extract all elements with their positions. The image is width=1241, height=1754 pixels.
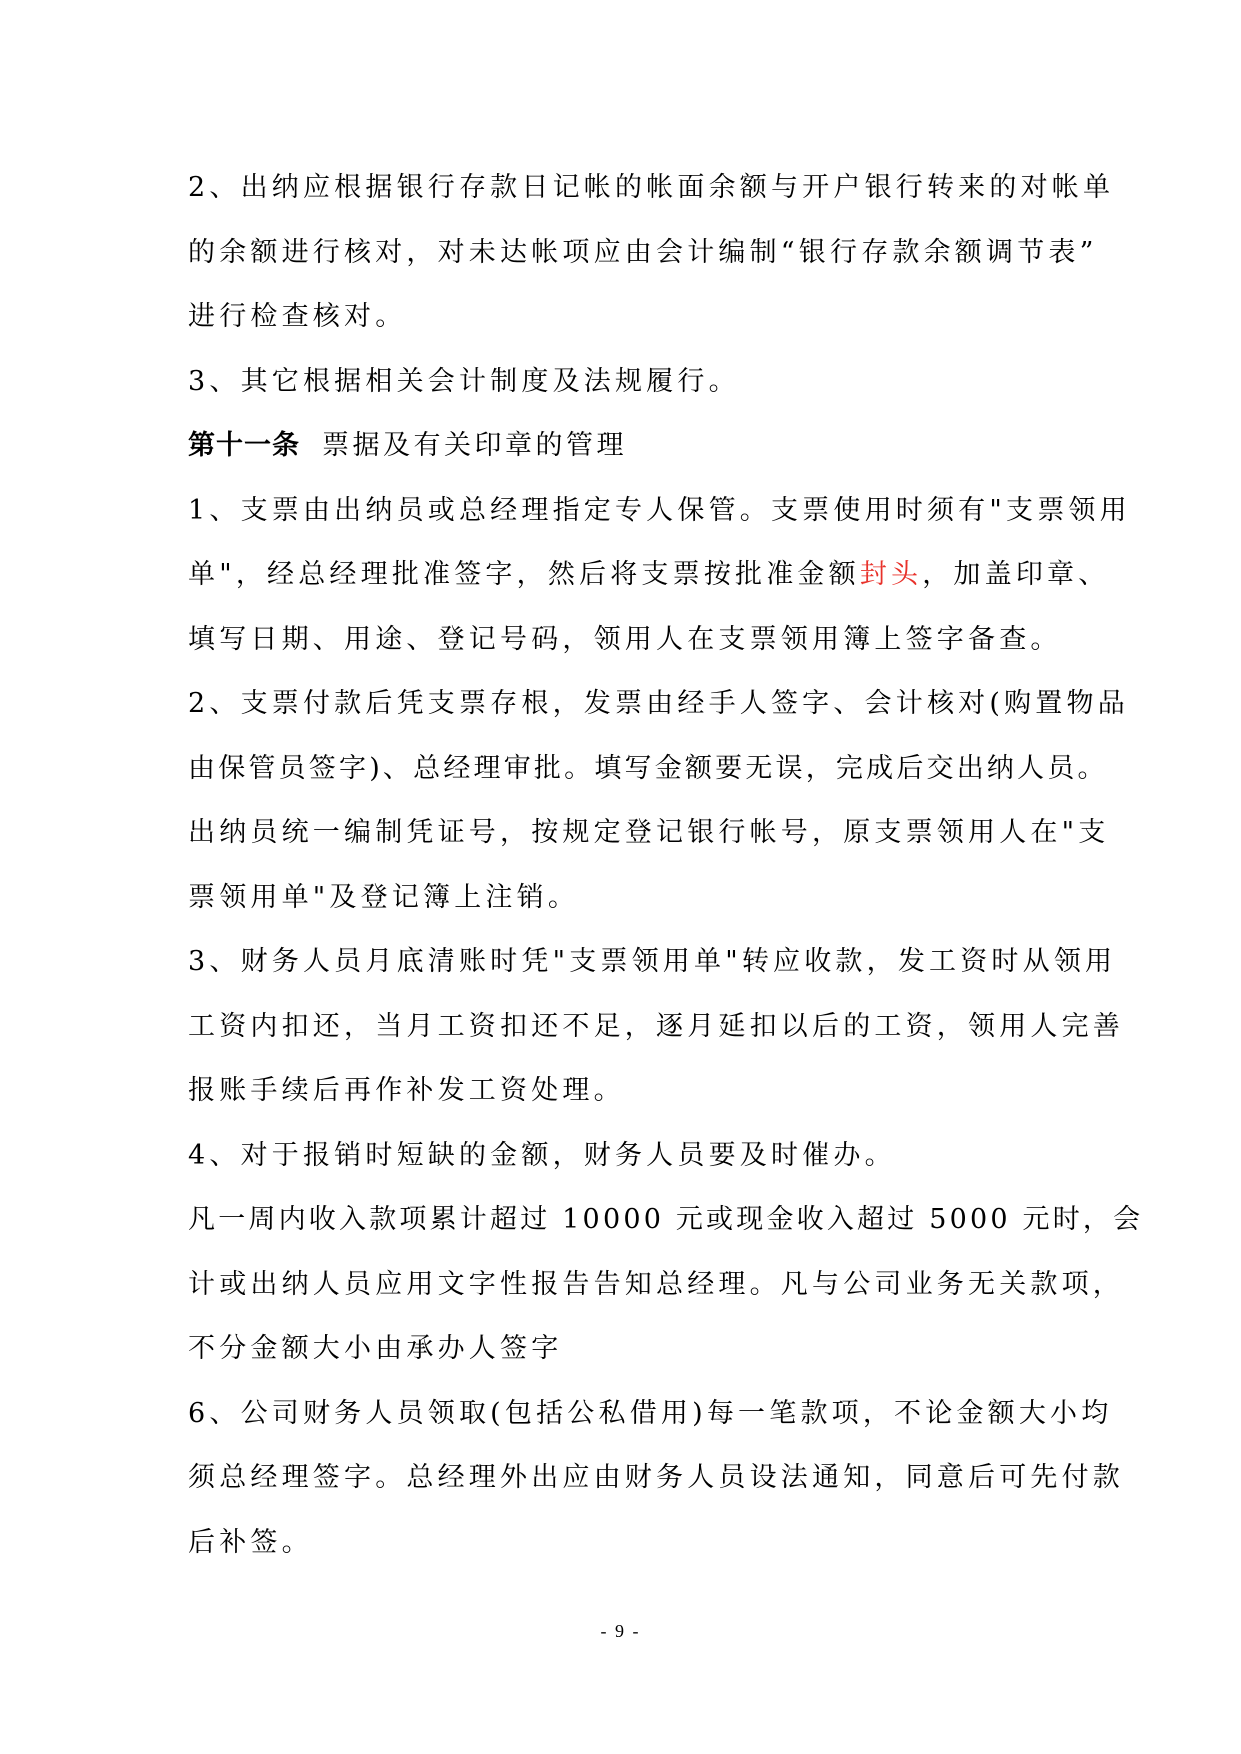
article-title: 票据及有关印章的管理 (322, 430, 627, 461)
paragraph-line: 不分金额大小由承办人签字 (188, 1333, 563, 1364)
line-segment: 单"，经总经理批准签字，然后将支票按批准金额 (188, 559, 860, 590)
paragraph-line: 2、出纳应根据银行存款日记帐的帐面余额与开户银行转来的对帐单 (188, 172, 1115, 203)
paragraph-line: 由保管员签字)、总经理审批。填写金额要无误，完成后交出纳人员。 (188, 752, 1108, 784)
paragraph-line: 须总经理签字。总经理外出应由财务人员设法通知，同意后可先付款 (188, 1462, 1124, 1493)
paragraph-line: 报账手续后再作补发工资处理。 (188, 1075, 625, 1106)
document-body (188, 156, 1144, 1575)
highlighted-text: 封头 (859, 559, 923, 590)
line-segment: ，加盖印章、 (922, 559, 1110, 590)
paragraph-line: 票领用单"及登记簿上注销。 (188, 881, 580, 913)
paragraph-line: 工资内扣还，当月工资扣还不足，逐月延扣以后的工资，领用人完善 (188, 1010, 1124, 1042)
paragraph-line (188, 543, 1110, 608)
paragraph-line: 2、支票付款后凭支票存根，发票由经手人签字、会计核对(购置物品 (188, 688, 1129, 719)
article-number: 第十一条 (188, 430, 300, 461)
paragraph-line: 4、对于报销时短缺的金额，财务人员要及时催办。 (188, 1139, 896, 1171)
paragraph-line: 1、支票由出纳员或总经理指定专人保管。支票使用时须有"支票领用 (188, 494, 1131, 526)
article-heading (188, 414, 1068, 479)
paragraph-line: 计或出纳人员应用文字性报告告知总经理。凡与公司业务无关款项， (188, 1268, 1124, 1300)
paragraph-line: 的余额进行核对，对未达帐项应由会计编制“银行存款余额调节表” (188, 236, 1098, 268)
paragraph-line: 3、其它根据相关会计制度及法规履行。 (188, 365, 740, 397)
paragraph-line: 3、财务人员月底清账时凭"支票领用单"转应收款，发工资时从领用 (188, 946, 1117, 977)
paragraph-line: 出纳员统一编制凭证号，按规定登记银行帐号，原支票领用人在"支 (188, 817, 1110, 848)
page-number: - 9 - (600, 1621, 641, 1641)
paragraph-line: 填写日期、用途、登记号码，领用人在支票领用簿上签字备查。 (188, 623, 1062, 655)
paragraph-line: 后补签。 (188, 1526, 313, 1558)
paragraph-line: 凡一周内收入款项累计超过 10000 元或现金收入超过 5000 元时，会 (188, 1204, 1144, 1235)
paragraph-line: 进行检查核对。 (188, 301, 407, 332)
paragraph-line: 6、公司财务人员领取(包括公私借用)每一笔款项，不论金额大小均 (188, 1397, 1113, 1429)
